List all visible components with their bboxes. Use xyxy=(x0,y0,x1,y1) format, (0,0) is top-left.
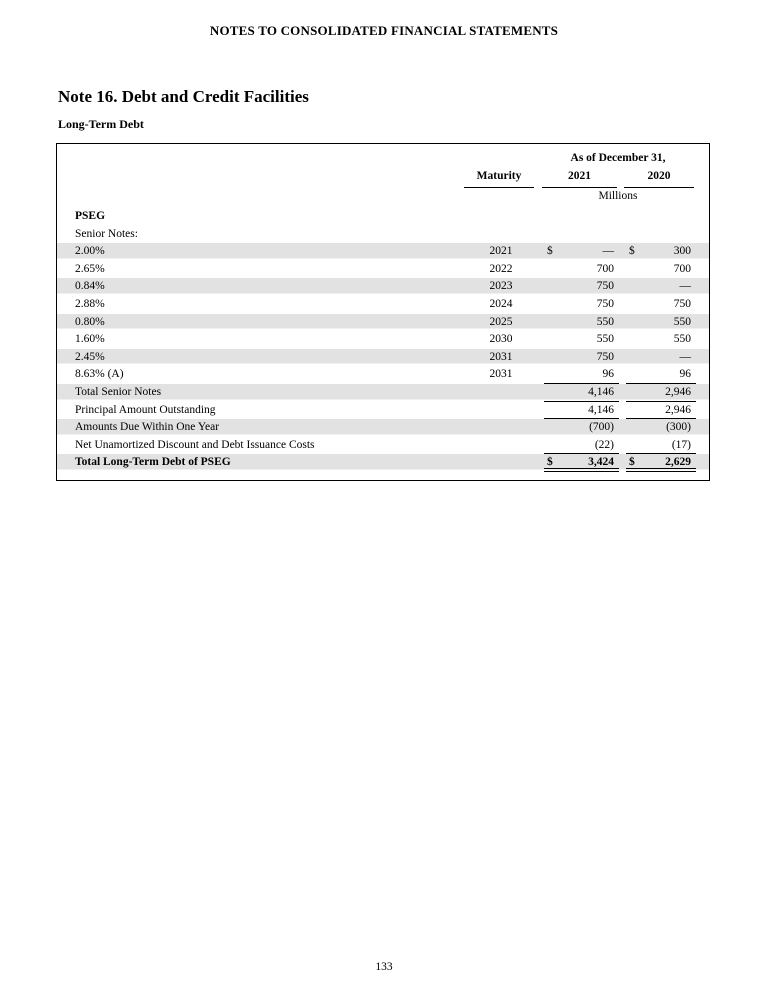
amount-2020-cell xyxy=(626,243,696,261)
amount-2020-cell xyxy=(626,366,696,384)
amount-value: 750 xyxy=(596,280,614,293)
table-row xyxy=(57,243,709,261)
amount-2021-cell xyxy=(544,261,619,279)
company-label: PSEG xyxy=(75,210,106,222)
amount-2021-cell xyxy=(544,349,619,367)
amount-2021-cell xyxy=(544,296,619,314)
amount-value: — xyxy=(602,245,614,258)
subheading-label: Senior Notes: xyxy=(75,227,138,240)
table-row xyxy=(57,278,709,296)
amount-value: (700) xyxy=(589,421,614,434)
table-row-company xyxy=(57,208,709,226)
column-header-maturity: Maturity xyxy=(464,170,534,188)
table-row xyxy=(57,261,709,279)
amount-value: 300 xyxy=(673,245,691,258)
maturity-cell: 2031 xyxy=(489,368,513,381)
amount-2021-cell xyxy=(544,419,619,437)
amount-2020-cell xyxy=(626,331,696,349)
maturity-cell: 2022 xyxy=(489,262,513,275)
table-row-principal-outstanding xyxy=(57,402,709,420)
amount-value: 750 xyxy=(673,297,691,310)
maturity-cell: 2023 xyxy=(489,280,513,293)
amount-value: — xyxy=(679,280,691,293)
grand-total-label: Total Long-Term Debt of PSEG xyxy=(75,456,231,469)
table-header xyxy=(57,144,709,208)
column-header-2020: 2020 xyxy=(624,170,694,188)
rate-label: 2.45% xyxy=(75,350,105,363)
amount-2021-cell xyxy=(544,366,619,384)
note-title: Note 16. Debt and Credit Facilities xyxy=(58,87,309,106)
amount-2020-cell xyxy=(626,402,696,420)
column-header-2021: 2021 xyxy=(542,170,617,188)
amount-value: (22) xyxy=(594,438,614,451)
amount-value: 2,629 xyxy=(665,456,691,469)
amount-value: 700 xyxy=(673,262,691,275)
maturity-cell: 2031 xyxy=(489,350,513,363)
amount-2020-cell xyxy=(626,296,696,314)
amount-value: 550 xyxy=(596,315,614,328)
table-row xyxy=(57,314,709,332)
amount-2020-cell xyxy=(626,278,696,296)
document-header: NOTES TO CONSOLIDATED FINANCIAL STATEMENTS xyxy=(209,23,559,38)
table-row-total-senior-notes xyxy=(57,384,709,402)
page-number: 133 xyxy=(375,961,393,973)
amount-2020-cell xyxy=(626,314,696,332)
table-row xyxy=(57,349,709,367)
amount-value: 96 xyxy=(602,368,614,381)
table-row-net-unamortized xyxy=(57,437,709,455)
currency-symbol: $ xyxy=(547,456,553,469)
table-row xyxy=(57,331,709,349)
amount-value: 550 xyxy=(673,333,691,346)
table-row-subheading xyxy=(57,226,709,244)
amount-2021-cell xyxy=(544,437,619,455)
total-label: Amounts Due Within One Year xyxy=(75,421,220,434)
amount-2021-cell xyxy=(544,454,619,472)
amount-2021-cell xyxy=(544,331,619,349)
rate-label: 0.84% xyxy=(75,280,105,293)
amount-2021-cell xyxy=(544,402,619,420)
section-title: Long-Term Debt xyxy=(58,117,144,131)
amount-value: 96 xyxy=(679,368,691,381)
amount-value: 4,146 xyxy=(588,403,614,416)
table-body xyxy=(57,208,709,472)
column-group-header: As of December 31, xyxy=(570,152,666,164)
table-row xyxy=(57,296,709,314)
amount-2020-cell xyxy=(626,437,696,455)
currency-symbol: $ xyxy=(629,245,635,258)
amount-value: 4,146 xyxy=(588,385,614,398)
rate-label: 0.80% xyxy=(75,315,105,328)
amount-2020-cell xyxy=(626,384,696,402)
amount-value: 2,946 xyxy=(665,385,691,398)
amount-value: (17) xyxy=(671,438,691,451)
rate-label: 8.63% (A) xyxy=(75,368,124,381)
table-row-due-within-one-year xyxy=(57,419,709,437)
amount-value: — xyxy=(679,350,691,363)
amount-2020-cell xyxy=(626,349,696,367)
total-label: Total Senior Notes xyxy=(75,385,162,398)
amount-value: 700 xyxy=(596,262,614,275)
total-label: Principal Amount Outstanding xyxy=(75,403,216,416)
units-label: Millions xyxy=(598,190,638,202)
amount-value: 3,424 xyxy=(588,456,614,469)
amount-2020-cell xyxy=(626,419,696,437)
rate-label: 1.60% xyxy=(75,333,105,346)
amount-value: (300) xyxy=(666,421,691,434)
amount-value: 750 xyxy=(596,350,614,363)
amount-value: 550 xyxy=(673,315,691,328)
amount-2021-cell xyxy=(544,314,619,332)
amount-2021-cell xyxy=(544,384,619,402)
table-row xyxy=(57,366,709,384)
amount-2020-cell xyxy=(626,261,696,279)
maturity-cell: 2025 xyxy=(489,315,513,328)
maturity-cell: 2021 xyxy=(489,245,513,258)
currency-symbol: $ xyxy=(629,456,635,469)
amount-value: 2,946 xyxy=(665,403,691,416)
long-term-debt-table xyxy=(56,143,710,481)
currency-symbol: $ xyxy=(547,245,553,258)
amount-2020-cell xyxy=(626,454,696,472)
rate-label: 2.00% xyxy=(75,245,105,258)
maturity-cell: 2030 xyxy=(489,333,513,346)
total-label: Net Unamortized Discount and Debt Issuance Costs xyxy=(75,438,315,451)
table-row-grand-total xyxy=(57,454,709,472)
amount-value: 750 xyxy=(596,297,614,310)
rate-label: 2.88% xyxy=(75,297,105,310)
amount-value: 550 xyxy=(596,333,614,346)
amount-2021-cell xyxy=(544,278,619,296)
amount-2021-cell xyxy=(544,243,619,261)
maturity-cell: 2024 xyxy=(489,297,513,310)
rate-label: 2.65% xyxy=(75,262,105,275)
